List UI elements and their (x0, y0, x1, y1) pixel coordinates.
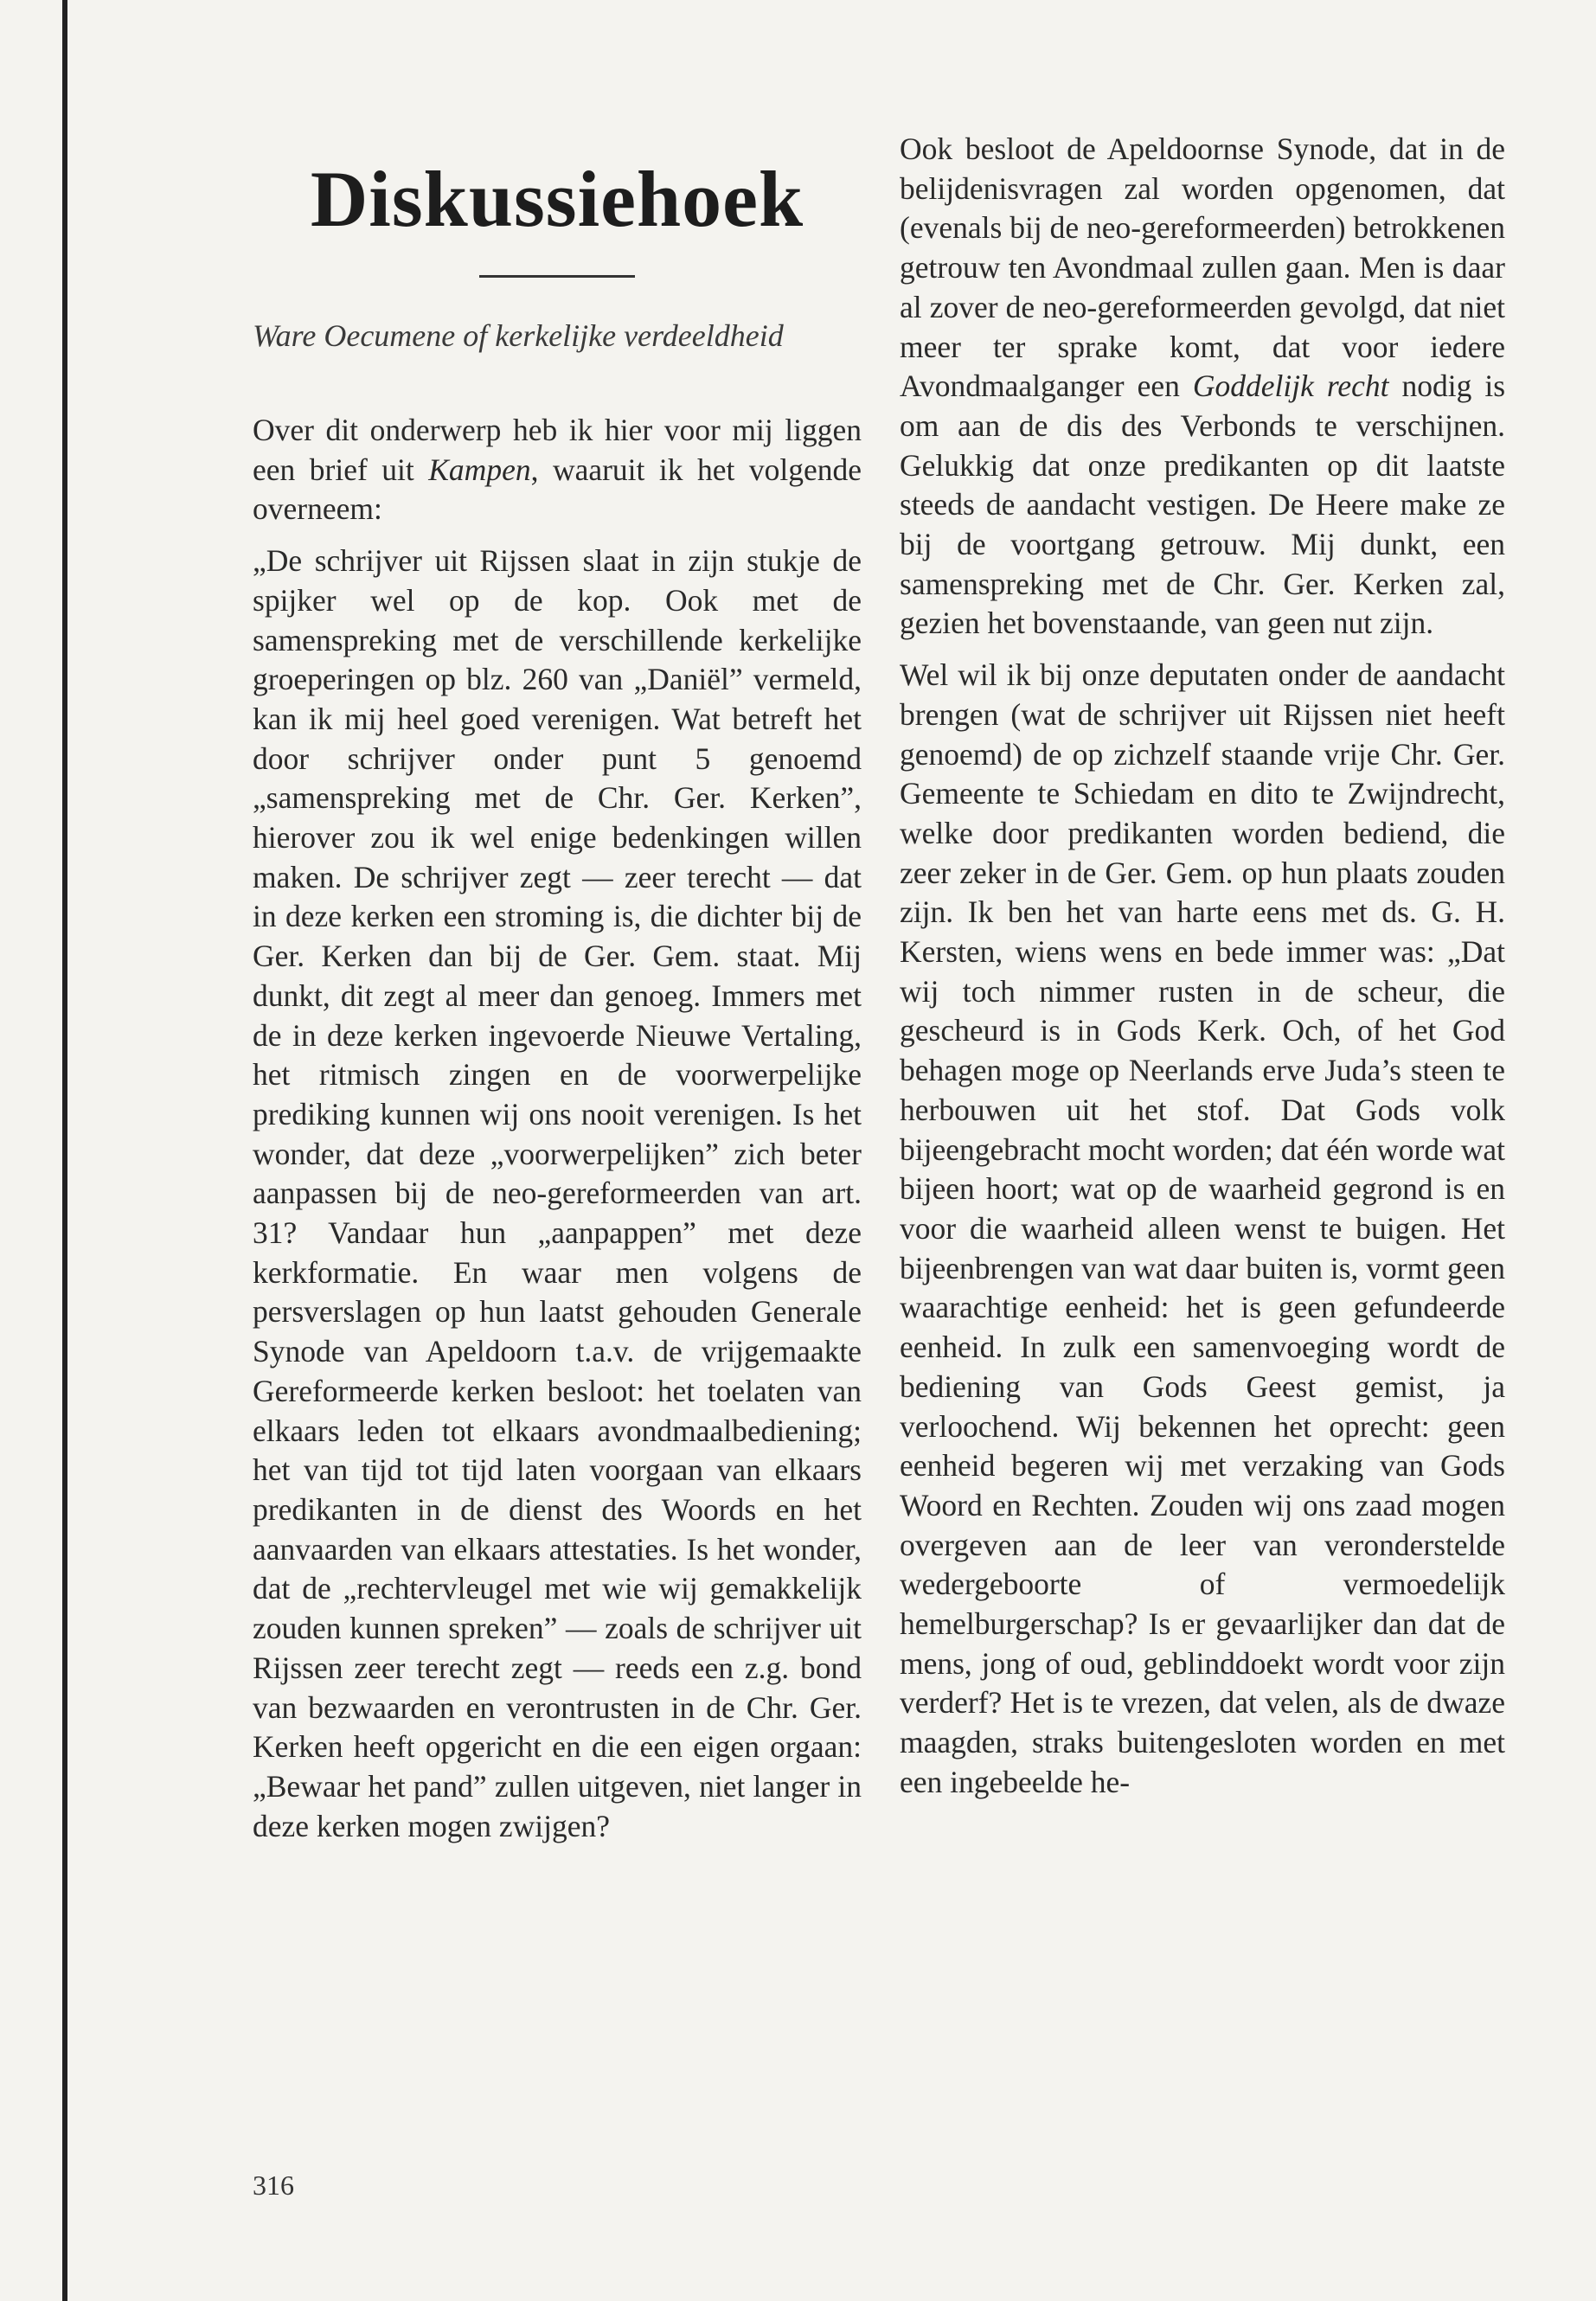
right-p1-emphasis: Goddelijk recht (1192, 369, 1389, 404)
left-p1-text-a: Over dit onderwerp heb ik hier voor mij liggen een brief uit (253, 413, 862, 487)
scan-edge (62, 0, 67, 2301)
right-column (900, 130, 1505, 1815)
heading-rule (479, 275, 635, 278)
page-number: 316 (253, 2170, 294, 2201)
page-heading: Diskussiehoek (310, 155, 804, 243)
left-paragraph-1 (253, 411, 862, 529)
right-paragraph-2: Wel wil ik bij onze deputaten onder de aandacht brengen (wat de schrijver uit Rijssen niet heeft genoemd) de op zichzelf staande vrije Chr. Ger. Gemeente te Schiedam en dito te Zwijndrecht, welke door predikanten worden bediend, die zeer zeker in de Ger. Gem. op hun plaats zouden zijn. Ik ben het van harte eens met ds. G. H. Kersten, wiens wens en bede immer was: „Dat wij toch nimmer rusten in de scheur, die gescheurd is in Gods Kerk. Och, of het God behagen moge op Neerlands erve Juda’s steen te herbouwen uit het stof. Dat Gods volk bijeengebracht mocht worden; dat één worde wat bijeen hoort; wat op de waarheid gegrond is en voor die waarheid alleen wenst te buigen. Het bijeenbrengen van wat daar buiten is, vormt geen waarachtige eenheid: het is geen gefundeerde eenheid. In zulk een samenvoeging wordt de bediening van Gods Geest gemist, ja verloochend. Wij bekennen het oprecht: geen eenheid begeren wij met verzaking van Gods Woord en Rechten. Zouden wij ons zaad mogen overgeven aan de leer van veronderstelde wedergeboorte of vermoedelijk hemelburgerschap? Is er gevaarlijker dan dat de mens, jong of oud, geblinddoekt wordt voor zijn verderf? Het is te vrezen, dat velen, als de dwaze maagden, straks buitengesloten worden en met een ingebeelde he- (900, 657, 1505, 1799)
left-column (253, 130, 862, 1858)
right-paragraph-1 (900, 130, 1505, 644)
left-paragraph-2: „De schrijver uit Rijssen slaat in zijn stukje de spijker wel op de kop. Ook met de samenspreking met de verschillende kerkelijke groeperingen op blz. 260 van „Daniël” vermeld, kan ik mij heel goed verenigen. Wat betreft het door schrijver onder punt 5 genoemd „samenspreking met de Chr. Ger. Kerken”, hierover zou ik wel enige bedenkingen willen maken. De schrijver zegt — zeer terecht — dat in deze kerken een stroming is, die dichter bij de Ger. Kerken dan bij de Ger. Gem. staat. Mij dunkt, dit zegt al meer dan genoeg. Immers met de in deze kerken ingevoerde Nieuwe Vertaling, het ritmisch zingen en de voorwerpelijke prediking kunnen wij ons nooit verenigen. Is het wonder, dat deze „voorwerpelijken” zich beter aanpassen bij de neo-gereformeerden van art. 31? Vandaar hun „aanpappen” met deze kerkformatie. En waar men volgens de persverslagen op hun laatst gehouden Generale Synode van Apeldoorn t.a.v. de vrijgemaakte Gereformeerde kerken besloot: het toelaten van elkaars leden tot elkaars avondmaalbediening; het van tijd tot tijd laten voorgaan van elkaars predikanten in de dienst des Woords en het aanvaarden van elkaars attestaties. Is het wonder, dat de „rechtervleugel met wie wij gemakkelijk zouden kunnen spreken” — zoals de schrijver uit Rijssen zeer terecht zegt — reeds een z.g. bond van bezwaarden en verontrusten in de Chr. Ger. Kerken heeft opgericht en die een eigen orgaan: „Bewaar het pand” zullen uitgeven, niet langer in deze kerken mogen zwijgen? (253, 543, 862, 1843)
left-p1-text-b: , waaruit ik het volgende overneem: (253, 452, 862, 527)
left-p1-emphasis: Kampen (428, 452, 531, 487)
right-p1-text-a: Ook besloot de Apeldoornse Synode, dat in de belijdenisvragen zal worden opgenomen, dat (evenals bij de neo-gereformeerden) betrokkenen getrouw ten Avondmaal zullen gaan. Men is daar al zover de neo-gereformeerden gevolgd, dat niet meer ter sprake komt, dat voor iedere Avondmaalganger een (900, 131, 1505, 404)
article-subtitle: Ware Oecumene of kerkelijke verdeeldheid (253, 318, 784, 353)
right-p1-text-b: nodig is om aan de dis des Verbonds te verschijnen. Gelukkig dat onze predikanten op dit laatste steeds de aandacht vestigen. De Heere make ze bij de voortgang getrouw. Mij dunkt, een samenspreking met de Chr. Ger. Kerken zal, gezien het bovenstaande, van geen nut zijn. (900, 369, 1506, 641)
